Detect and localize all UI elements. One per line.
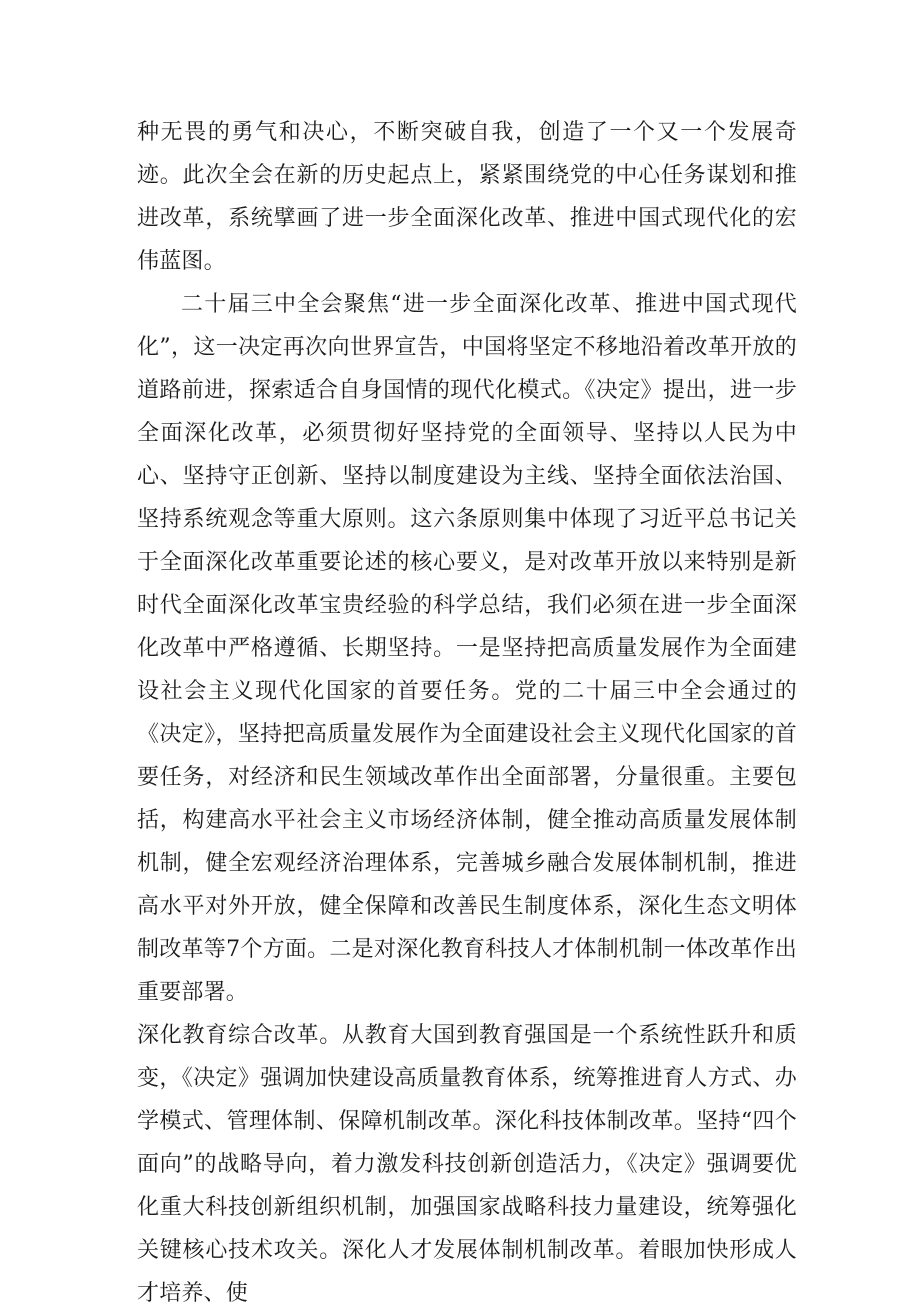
paragraph-3: 深化教育综合改革。从教育大国到教育强国是一个系统性跃升和质变，《决定》强调加快建设高质量教育体系，统筹推进育人方式、办学模式、管理体制、保障机制改革。深化科技体制改革。坚持“四个面向”的战略导向，着力激发科技创新创造活力，《决定》强调要优化重大科技创新组织机制，加强国家战略科技力量建设，统筹强化关键核心技术攻关。深化人才发展体制机制改革。着眼加快形成人才培养、使	[137, 1023, 797, 1306]
paragraph-1: 种无畏的勇气和决心，不断突破自我，创造了一个又一个发展奇迹。此次全会在新的历史起点上，紧紧围绕党的中心任务谋划和推进改革，系统擘画了进一步全面深化改革、推进中国式现代化的宏伟蓝图。	[137, 120, 797, 274]
paragraph-2: 二十届三中全会聚焦“进一步全面深化改革、推进中国式现代化”，这一决定再次向世界宣告，中国将坚定不移地沿着改革开放的道路前进，探索适合自身国情的现代化模式。《决定》提出，进一步全面深化改革，必须贯彻好坚持党的全面领导、坚持以人民为中心、坚持守正创新、坚持以制度建设为主线、坚持全面依法治国、坚持系统观念等重大原则。这六条原则集中体现了习近平总书记关于全面深化改革重要论述的核心要义，是对改革开放以来特别是新时代全面深化改革宝贵经验的科学总结，我们必须在进一步全面深化改革中严格遵循、长期坚持。一是坚持把高质量发展作为全面建设社会主义现代化国家的首要任务。党的二十届三中全会通过的《决定》，坚持把高质量发展作为全面建设社会主义现代化国家的首要任务，对经济和民生领域改革作出全面部署，分量很重。主要包括，构建高水平社会主义市场经济体制，健全推动高质量发展体制机制，健全宏观经济治理体系，完善城乡融合发展体制机制，推进高水平对外开放，健全保障和改善民生制度体系，深化生态文明体制改革等7个方面。二是对深化教育科技人才体制机制一体改革作出重要部署。	[137, 292, 797, 1005]
body-text	[137, 111, 797, 1315]
